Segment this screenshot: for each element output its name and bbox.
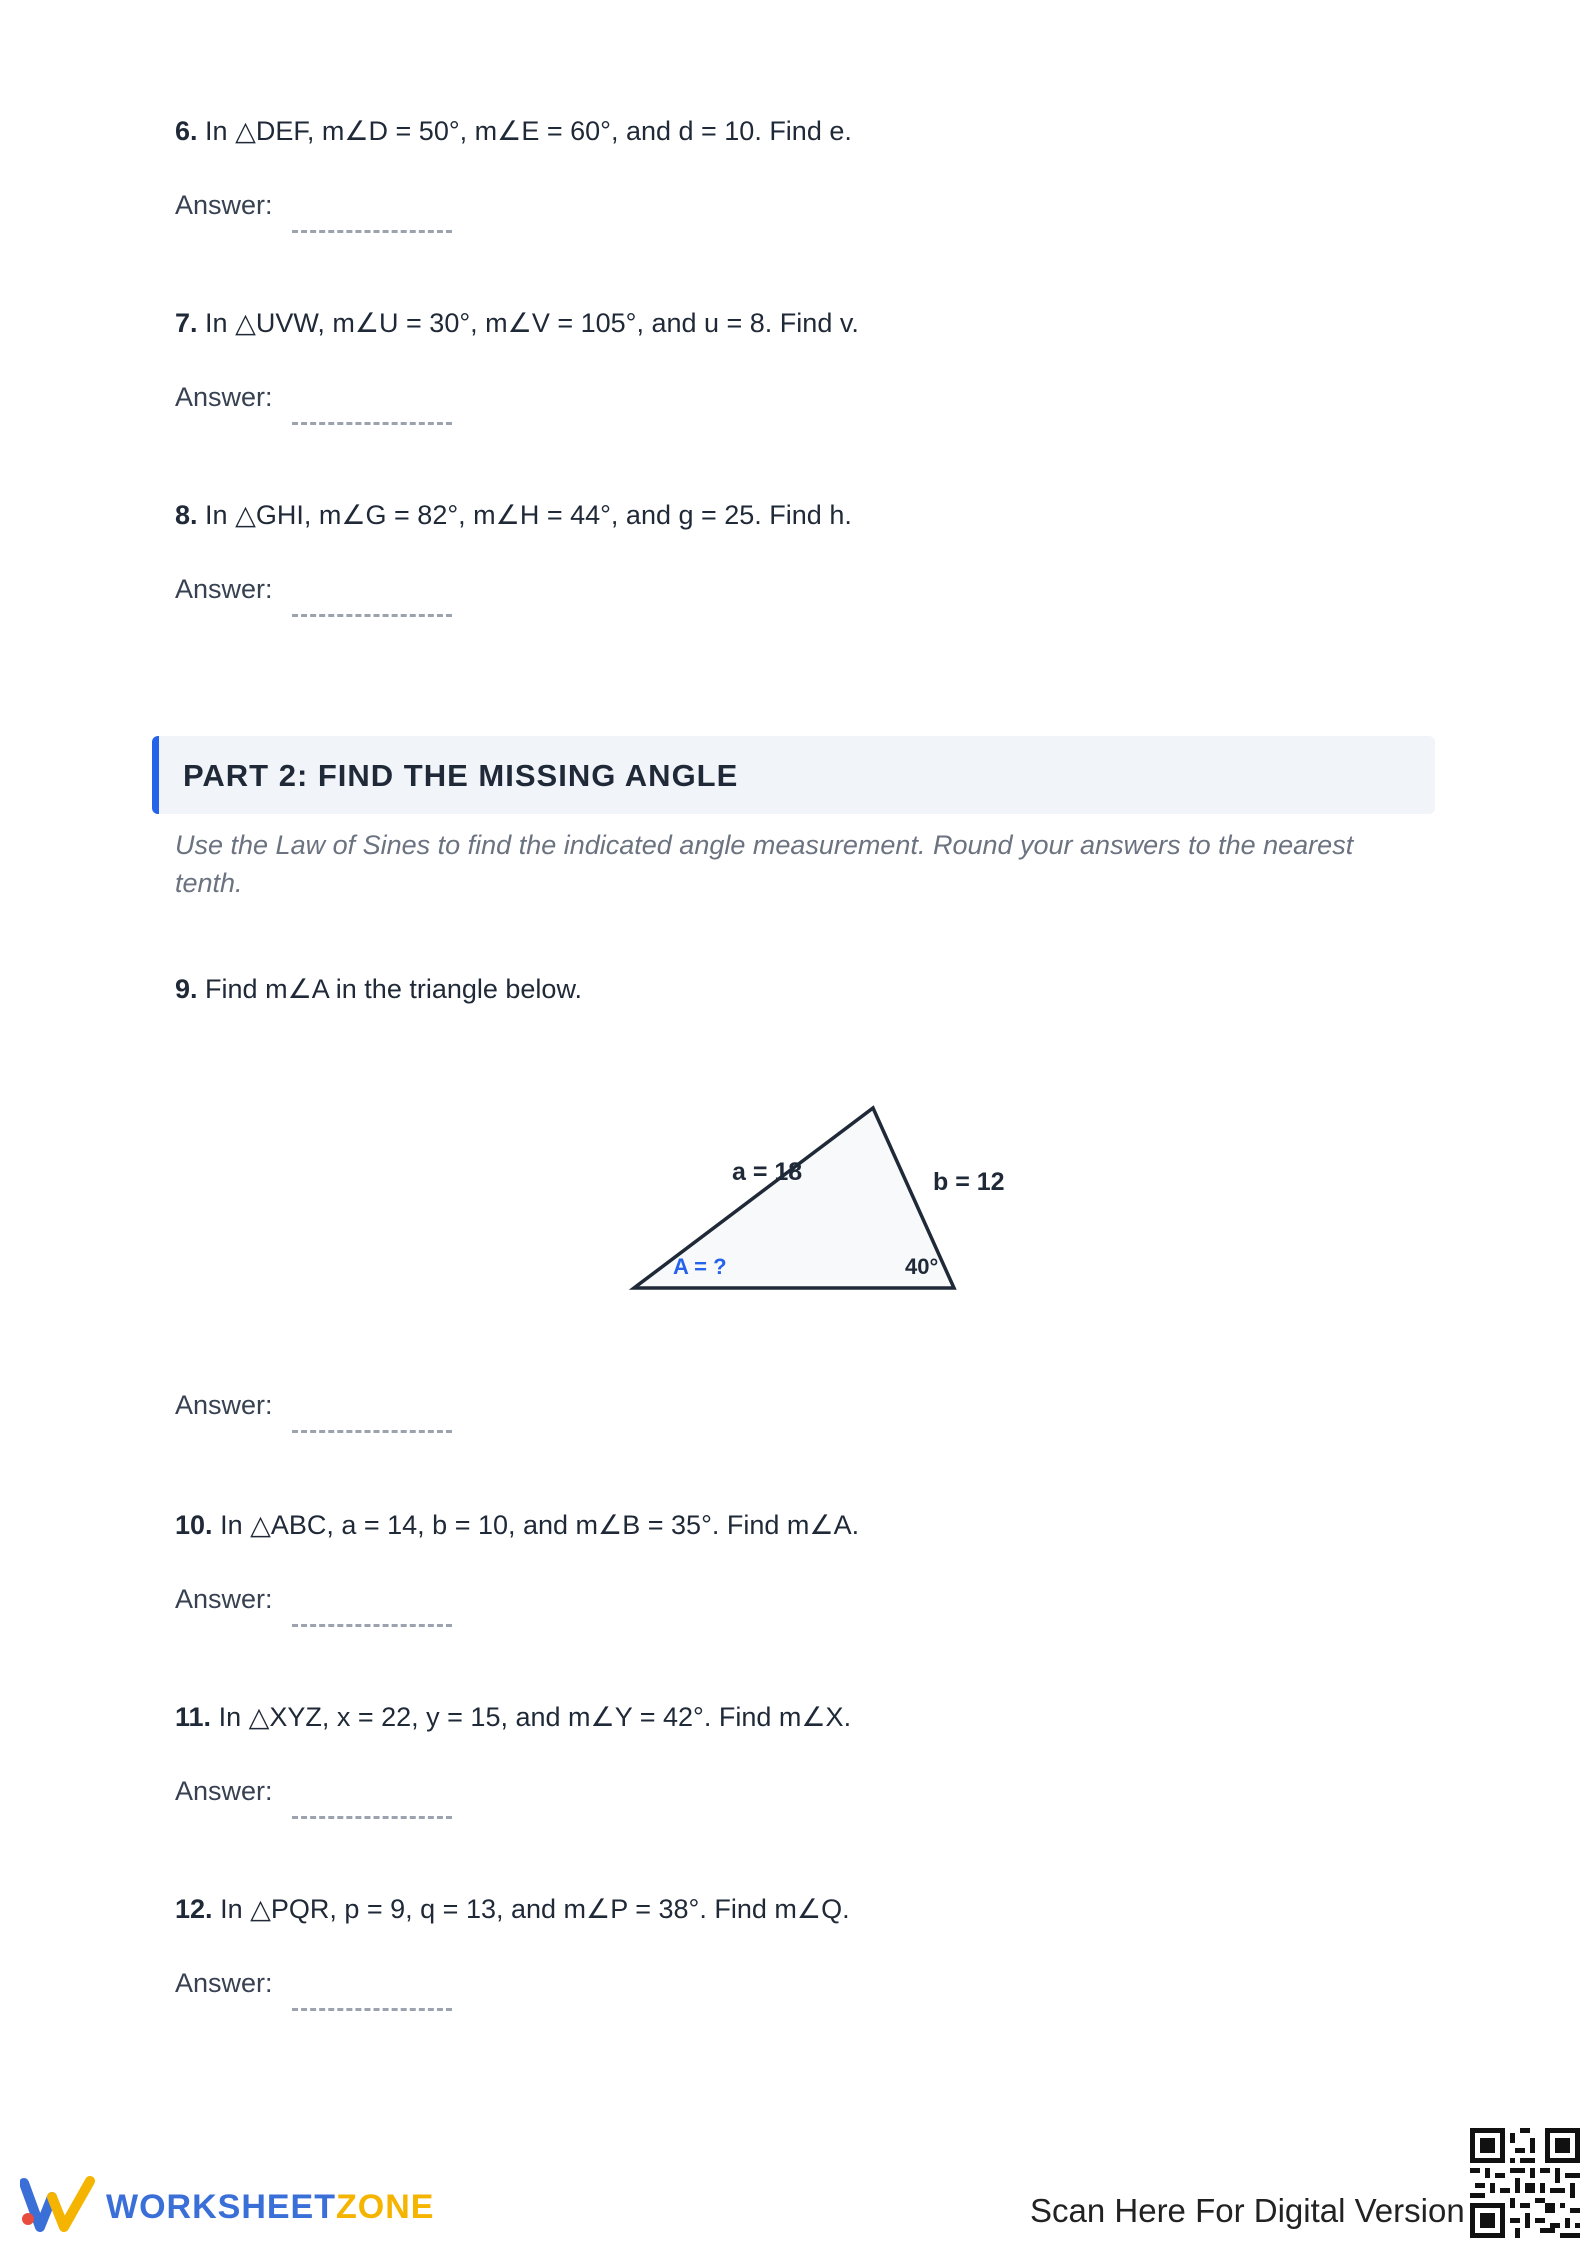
answer-blank-8[interactable] <box>292 614 452 617</box>
answer-blank-10[interactable] <box>292 1624 452 1627</box>
question-text: In △UVW, m∠U = 30°, m∠V = 105°, and u = 8. Find v. <box>205 308 859 338</box>
question-number: 6. <box>175 116 198 146</box>
question-6 <box>175 116 852 147</box>
answer-label: Answer: <box>175 574 273 604</box>
label-side-a: a = 18 <box>732 1158 803 1186</box>
question-text: In △XYZ, x = 22, y = 15, and m∠Y = 42°. Find m∠X. <box>218 1702 852 1732</box>
brand-part-1: WORKSHEET <box>106 2188 336 2226</box>
question-number: 11. <box>175 1702 212 1732</box>
part-2-instructions: Use the Law of Sines to find the indicated angle measurement. Round your answers to the nearest tenth. <box>175 830 1354 898</box>
question-number: 12. <box>175 1894 213 1924</box>
question-number: 10. <box>175 1510 213 1540</box>
triangle-diagram <box>620 1090 1040 1310</box>
answer-blank-12[interactable] <box>292 2008 452 2011</box>
label-angle-40: 40° <box>905 1254 939 1279</box>
answer-label: Answer: <box>175 1390 273 1420</box>
question-number: 9. <box>175 974 198 1004</box>
question-12 <box>175 1894 850 1925</box>
question-10 <box>175 1510 859 1541</box>
question-number: 8. <box>175 500 198 530</box>
question-text: In △ABC, a = 14, b = 10, and m∠B = 35°. Find m∠A. <box>220 1510 860 1540</box>
part-2-title: PART 2: FIND THE MISSING ANGLE <box>183 758 739 793</box>
question-text: In △PQR, p = 9, q = 13, and m∠P = 38°. Find m∠Q. <box>220 1894 850 1924</box>
answer-label: Answer: <box>175 190 273 220</box>
question-9 <box>175 974 582 1005</box>
answer-blank-7[interactable] <box>292 422 452 425</box>
worksheetzone-logo-icon <box>20 2175 100 2235</box>
answer-label: Answer: <box>175 1776 273 1806</box>
question-7 <box>175 308 859 339</box>
question-11 <box>175 1702 851 1733</box>
answer-label: Answer: <box>175 382 273 412</box>
answer-blank-11[interactable] <box>292 1816 452 1819</box>
label-angle-a: A = ? <box>673 1254 727 1279</box>
answer-label: Answer: <box>175 1584 273 1614</box>
question-8 <box>175 500 852 531</box>
brand-part-2: ZONE <box>336 2188 435 2226</box>
question-text: Find m∠A in the triangle below. <box>205 974 582 1004</box>
question-text: In △GHI, m∠G = 82°, m∠H = 44°, and g = 25. Find h. <box>205 500 852 530</box>
answer-label: Answer: <box>175 1968 273 1998</box>
qr-code-icon[interactable] <box>1470 2128 1580 2238</box>
question-text: In △DEF, m∠D = 50°, m∠E = 60°, and d = 10. Find e. <box>205 116 852 146</box>
label-side-b: b = 12 <box>933 1168 1005 1196</box>
scan-text: Scan Here For Digital Version <box>1030 2192 1465 2229</box>
question-number: 7. <box>175 308 198 338</box>
brand-name[interactable] <box>106 2188 434 2227</box>
part-2-header <box>152 736 1435 814</box>
answer-blank-9[interactable] <box>292 1430 452 1433</box>
answer-blank-6[interactable] <box>292 230 452 233</box>
